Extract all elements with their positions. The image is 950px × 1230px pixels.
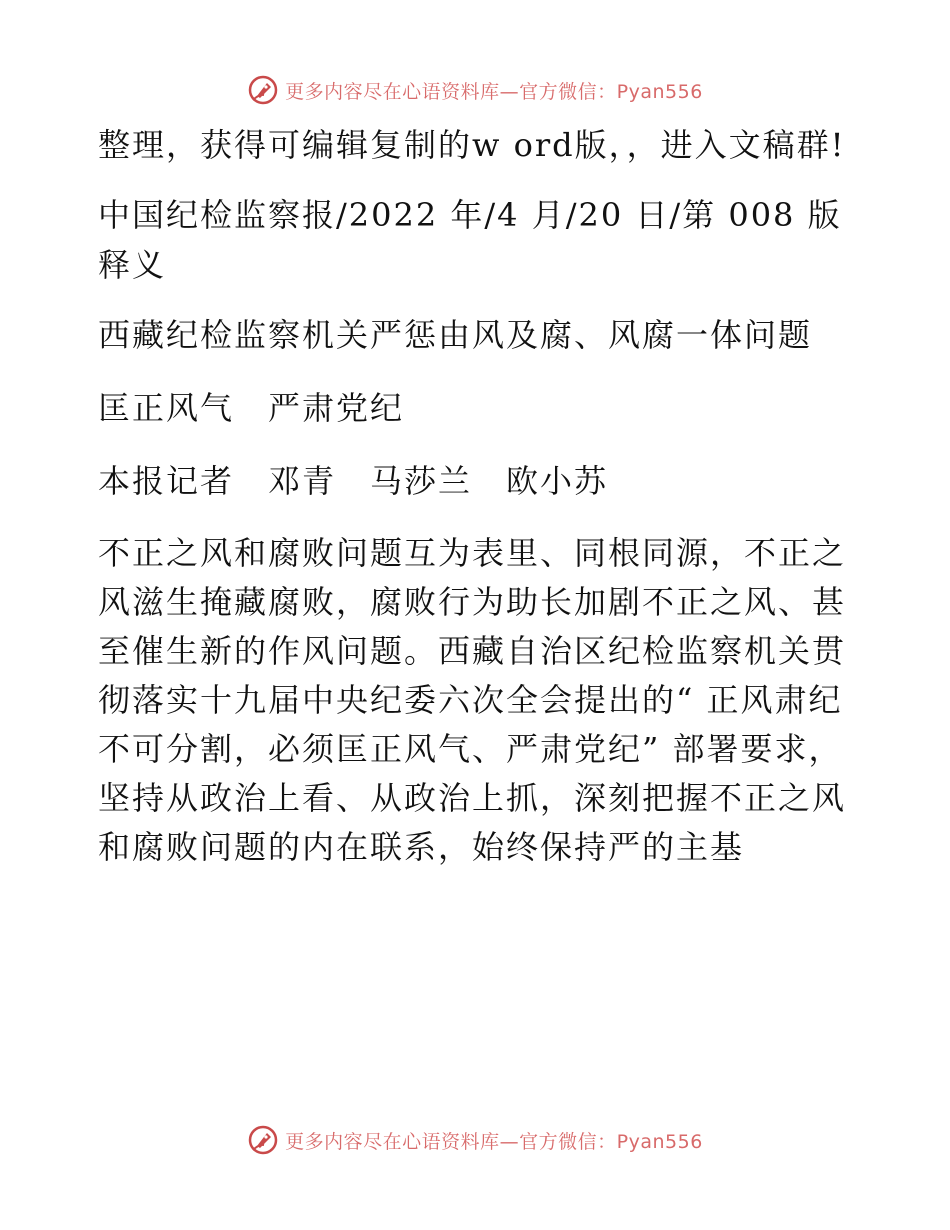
document-body [98,120,850,872]
paragraph-subheadline: 匡正风气 严肃党纪 [98,389,405,427]
paragraph-headline: 西藏纪检监察机关严惩由风及腐、风腐一体问题 [98,316,813,354]
pen-nib-logo-icon [247,74,279,106]
header-banner-text: 更多内容尽在心语资料库—官方微信：Pyan556 [285,80,703,103]
header-banner [0,70,950,110]
footer-banner-text: 更多内容尽在心语资料库—官方微信：Pyan556 [285,1130,703,1153]
paragraph-byline: 本报记者 邓青 马莎兰 欧小苏 [98,462,609,500]
pen-nib-logo-icon [247,1124,279,1156]
footer-banner [0,1120,950,1160]
paragraph-body: 不正之风和腐败问题互为表里、同根同源，不正之风滋生掩藏腐败，腐败行为助长加剧不正之风、甚至催生新的作风问题。西藏自治区纪检监察机关贯彻落实十九届中央纪委六次全会提出的“ 正风肃纪不可分割，必须匡正风气、严肃党纪” 部署要求，坚持从政治上看、从政治上抓，深刻把握不正之风和腐败问题的内在联系，始终保持严的主基 [98,534,847,866]
paragraph-source: 中国纪检监察报/2022 年/4 月/20 日/第 008 版释义 [98,196,842,284]
paragraph-intro: 整理，获得可编辑复制的w ord版，，进入文稿群! [98,126,846,164]
